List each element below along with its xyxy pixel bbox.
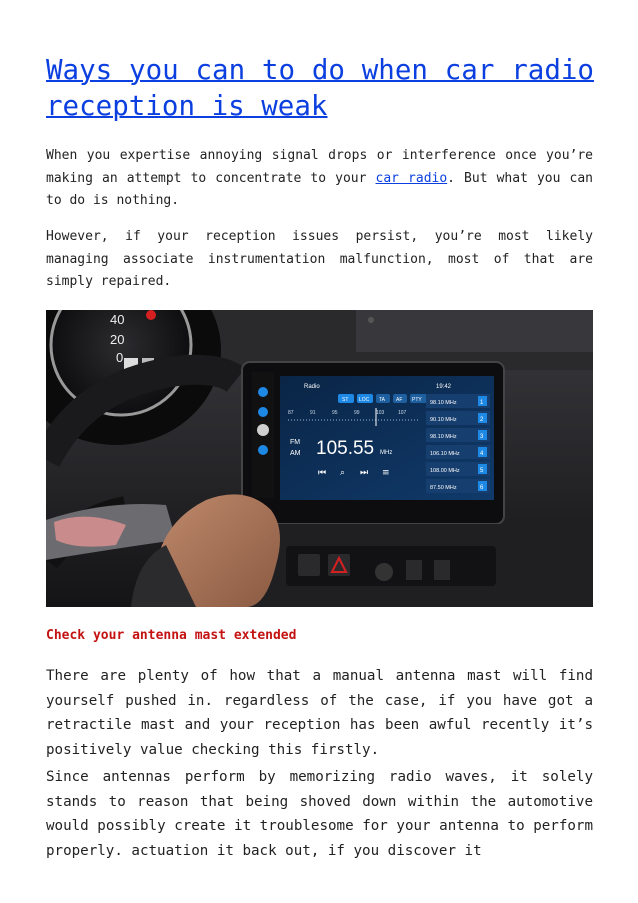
power-icon[interactable] [258, 387, 268, 397]
band-am[interactable]: AM [290, 450, 301, 457]
search-icon[interactable]: ⌕ [340, 468, 346, 478]
prev-station-icon[interactable]: ⏮ [318, 468, 327, 478]
mode-st[interactable]: ST [342, 397, 349, 403]
radio-screen [280, 376, 494, 500]
preset-4-number: 4 [480, 451, 484, 457]
preset-6[interactable]: 87.50 MHz [430, 485, 457, 491]
scale-103: 103 [376, 410, 385, 416]
frequency-readout: 105.55 [316, 438, 375, 459]
preset-3[interactable]: 98.10 MHz [430, 434, 457, 440]
paragraph-2: However, if your reception issues persist, you’re most likely managing associate instrumentation malfunction, most of that are simply repaired. [46, 229, 593, 289]
article-title-link[interactable]: Ways you can to do when car radio reception is weak [46, 54, 594, 122]
intro-text-before-link: When you expertise annoying signal drops or interference once you’re making an attempt to concentrate to your [46, 148, 593, 186]
section-heading: Check your antenna mast extended [46, 628, 297, 643]
home-icon[interactable] [258, 407, 268, 417]
intro-text-after-link: . But what you can to do is nothing. [46, 170, 593, 208]
paragraph-3: There are plenty of how that a manual antenna mast will find yourself pushed in. regardless of the case, if you have got a retractile mast and your reception has been awful recently it’s positively value checking this firstly. [46, 668, 593, 758]
next-station-icon[interactable]: ⏭ [360, 468, 369, 478]
preset-4[interactable]: 106.10 MHz [430, 451, 460, 457]
preset-5-number: 5 [480, 468, 484, 474]
mode-loc[interactable]: LOC [359, 397, 370, 403]
console-button-defrost[interactable] [298, 554, 320, 576]
preset-2-number: 2 [480, 417, 484, 423]
socket-icon[interactable] [375, 563, 393, 581]
scale-99: 99 [354, 410, 360, 416]
gauge-number-40: 40 [110, 312, 125, 327]
car-radio-link[interactable]: car radio [375, 170, 448, 186]
preset-3-number: 3 [480, 434, 484, 440]
radio-app-label: Radio [304, 384, 320, 390]
mode-ta[interactable]: TA [379, 397, 386, 403]
article-title[interactable] [46, 52, 594, 124]
back-icon[interactable] [258, 445, 268, 455]
switch-icon[interactable] [406, 560, 422, 580]
preset-1-number: 1 [480, 400, 484, 406]
scale-87: 87 [288, 410, 294, 416]
preset-2[interactable]: 90.10 MHz [430, 417, 457, 423]
band-fm[interactable]: FM [290, 439, 301, 446]
usb-port-icon[interactable] [434, 560, 450, 580]
volume-knob-icon[interactable] [257, 424, 269, 436]
scale-95: 95 [332, 410, 338, 416]
scale-107: 107 [398, 410, 407, 416]
mode-pty[interactable]: PTY [412, 397, 422, 403]
gauge-number-20: 20 [110, 332, 125, 347]
car-radio-photo [46, 310, 593, 607]
frequency-unit: MHz [380, 450, 393, 456]
gauge-number-0: 0 [116, 350, 124, 365]
preset-5[interactable]: 108.00 MHz [430, 468, 460, 474]
preset-6-number: 6 [480, 485, 484, 491]
radio-clock: 19:42 [436, 384, 452, 390]
scale-91: 91 [310, 410, 316, 416]
eq-icon[interactable]: ≡ [382, 468, 390, 478]
mode-af[interactable]: AF [396, 397, 403, 403]
preset-1[interactable]: 98.10 MHz [430, 400, 457, 406]
paragraph-4: Since antennas perform by memorizing radio waves, it solely stands to reason that being shoved down within the automotive would possibly create it troublesome for your antenna to perform properly. actuation it back out, if you discover it [46, 769, 593, 859]
intro-paragraph [46, 145, 593, 213]
